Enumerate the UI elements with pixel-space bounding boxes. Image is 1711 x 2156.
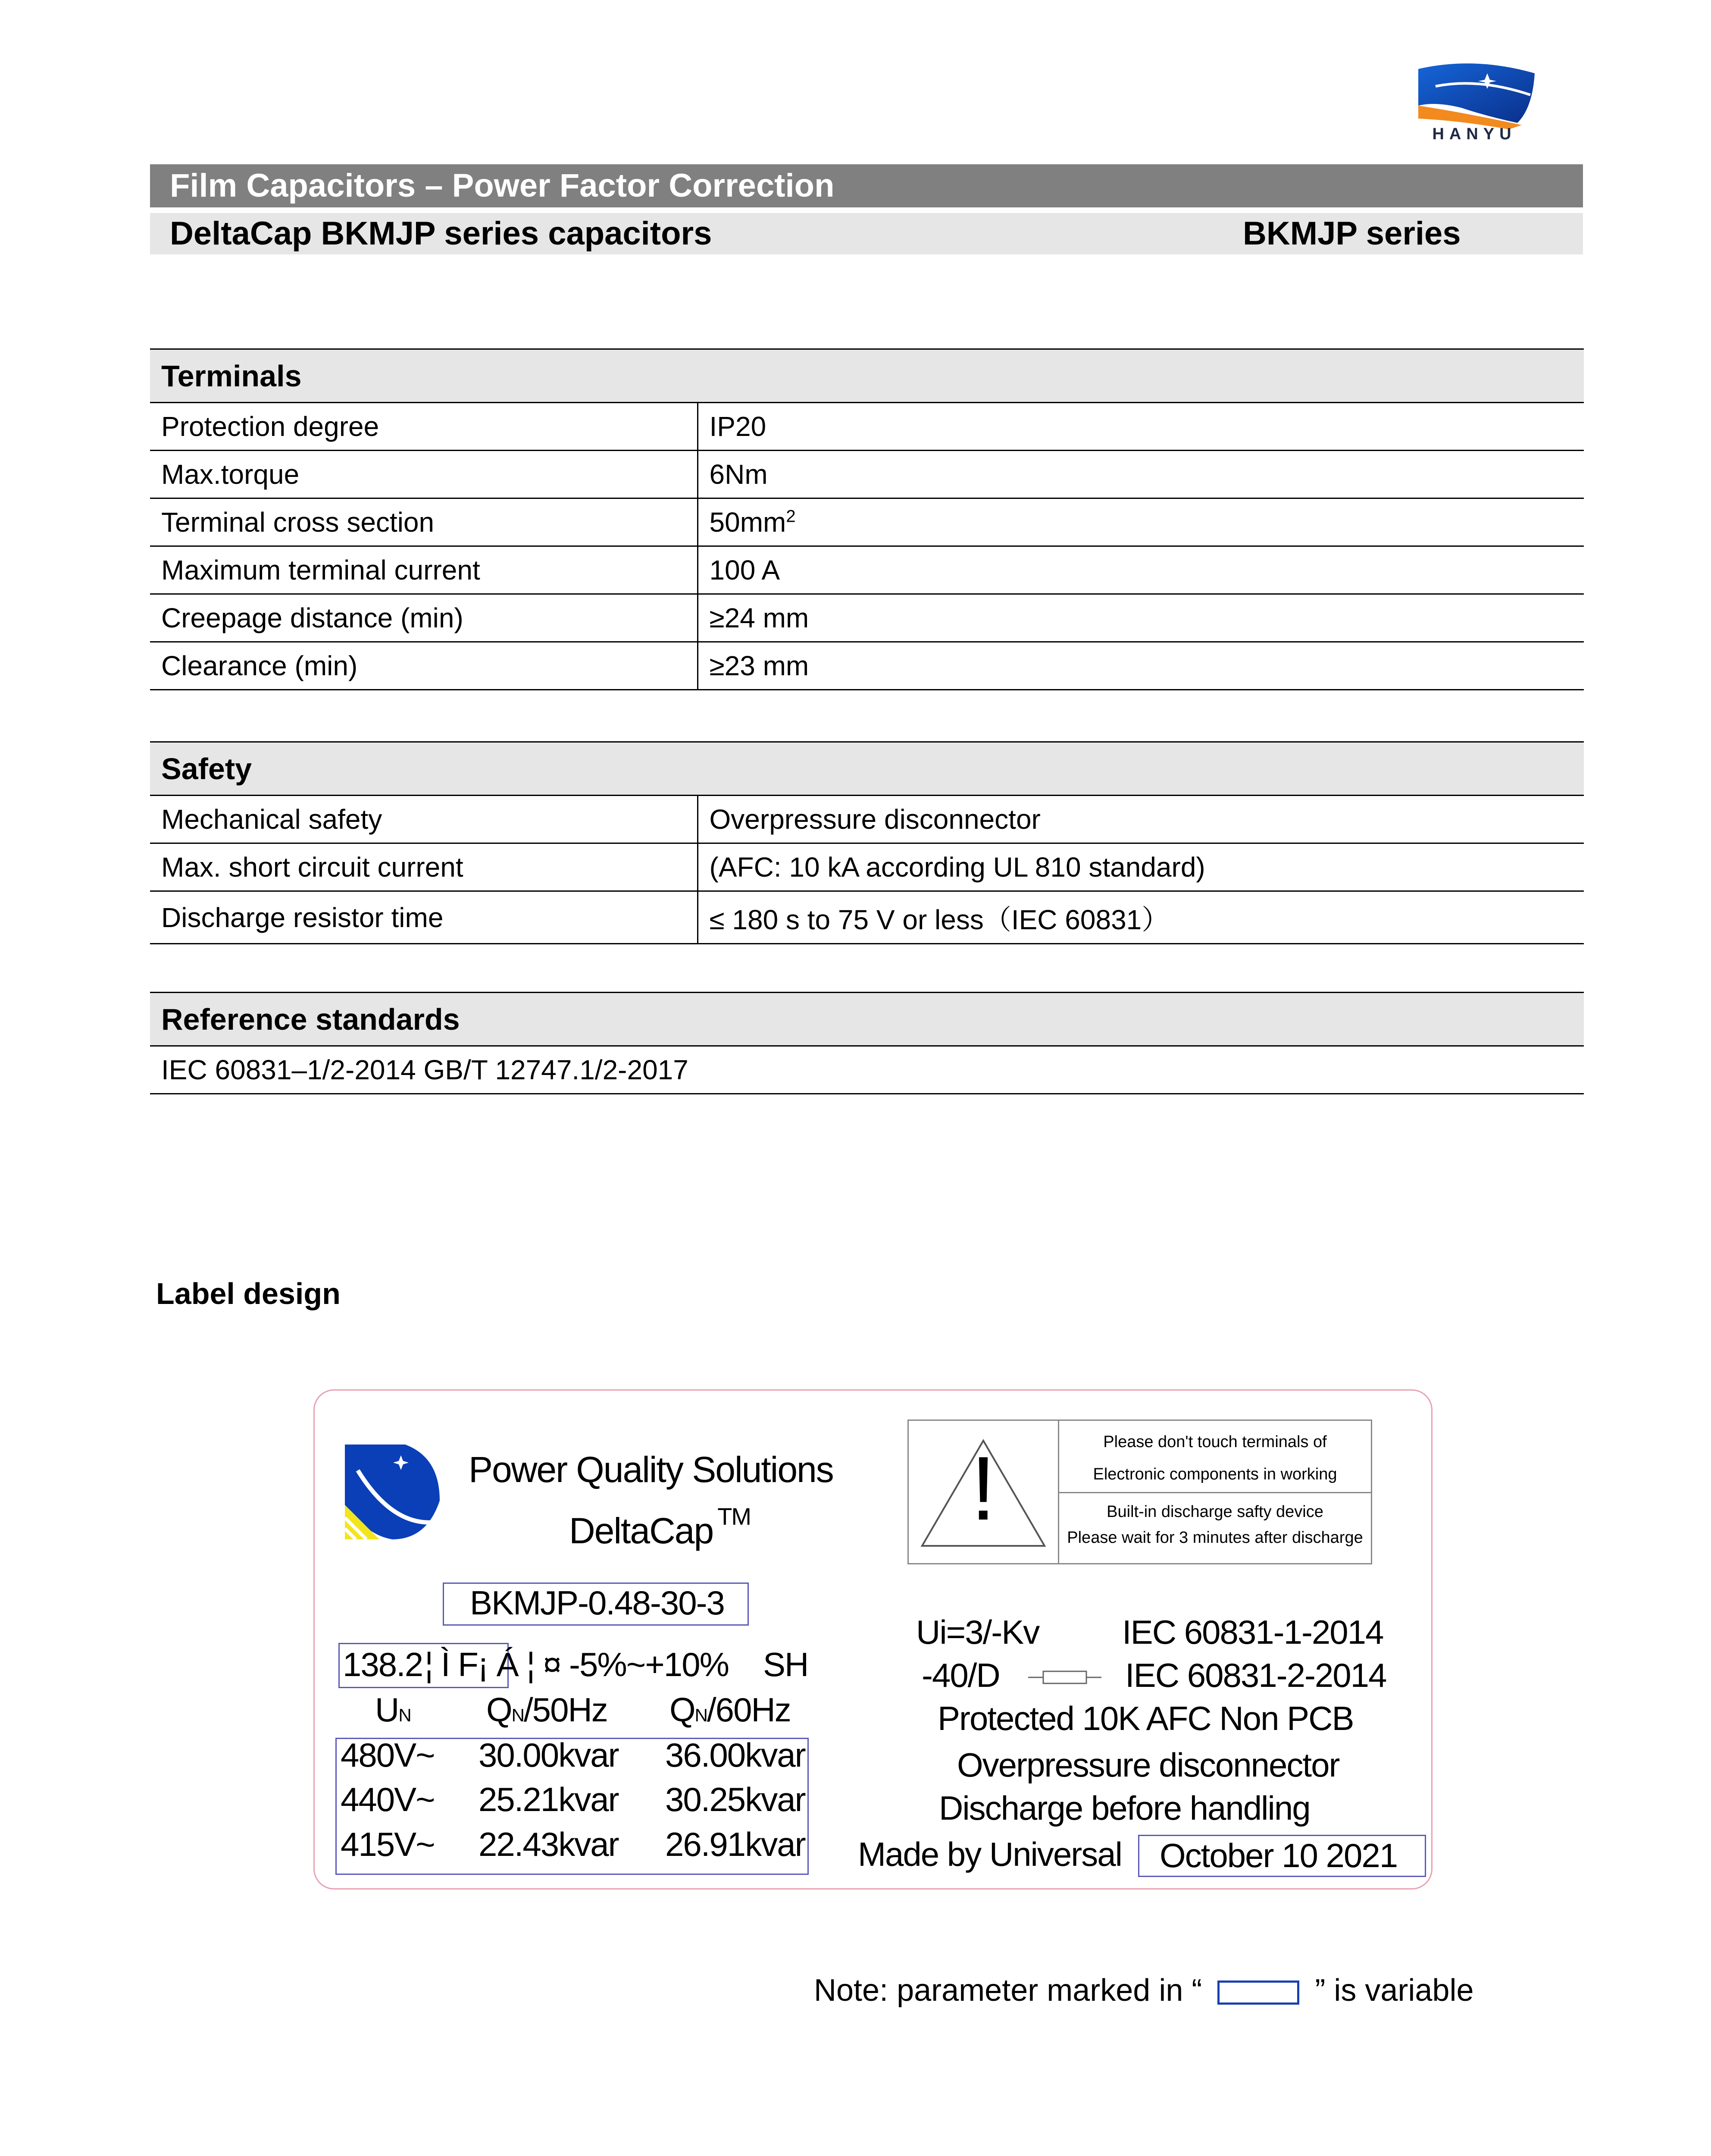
- row-value: (AFC: 10 kA according UL 810 standard): [698, 843, 1584, 891]
- table-row: [150, 451, 1584, 498]
- row-label: Terminal cross section: [150, 498, 698, 546]
- row-label: Maximum terminal current: [150, 546, 698, 594]
- variable-box-sample: [1217, 1981, 1299, 2005]
- row-value: [698, 498, 1584, 546]
- table-row: [150, 498, 1584, 546]
- col-un-sub: N: [398, 1705, 411, 1725]
- label-design-heading: Label design: [156, 1277, 341, 1310]
- row-label: Max.torque: [150, 451, 698, 498]
- warning-symbol-cell: [909, 1421, 1059, 1563]
- rating-q60: 36.00kvar: [665, 1736, 805, 1774]
- row-value: IP20: [698, 403, 1584, 451]
- warning-exclamation: !: [970, 1438, 996, 1539]
- warning-line3: Built-in discharge safty device: [1107, 1503, 1323, 1521]
- table-row: [150, 1046, 1584, 1094]
- row-label: Mechanical safety: [150, 796, 698, 843]
- resistor-icon: [1028, 1669, 1101, 1686]
- table-heading: Safety: [150, 742, 1584, 796]
- column-un: [375, 1690, 411, 1730]
- rating-q50: 30.00kvar: [479, 1736, 619, 1774]
- table-row: [150, 546, 1584, 594]
- table-row: [150, 403, 1584, 451]
- col-q60-suffix: /60Hz: [707, 1691, 791, 1729]
- row-value-text: 50mm: [709, 507, 786, 538]
- deltacap-logo-icon: [341, 1440, 444, 1544]
- rating-q60: 30.25kvar: [665, 1780, 805, 1818]
- capacitance-garbled-unit: ¦ Ì F¡ Á ¦ ¤: [425, 1645, 561, 1683]
- row-label: Protection degree: [150, 403, 698, 451]
- col-q60-sub: N: [694, 1705, 707, 1725]
- sh-code: SH: [763, 1645, 808, 1683]
- table-row: [150, 843, 1584, 891]
- col-un-text: U: [375, 1691, 399, 1729]
- capacitance-value: 138.2: [343, 1645, 423, 1683]
- warning-line4: Please wait for 3 minutes after discharge: [1067, 1529, 1363, 1547]
- column-q50: [486, 1690, 607, 1730]
- brand-name: HANYU: [1432, 125, 1517, 143]
- row-value: Overpressure disconnector: [698, 796, 1584, 843]
- label-brand-line2: [569, 1503, 751, 1552]
- row-value: ≥23 mm: [698, 642, 1584, 690]
- rating-q60: 26.91kvar: [665, 1825, 805, 1863]
- reference-text: IEC 60831–1/2-2014 GB/T 12747.1/2-2017: [150, 1046, 1584, 1094]
- climate-category: -40/D: [922, 1656, 1000, 1694]
- subtitle: DeltaCap BKMJP series capacitors: [170, 215, 712, 252]
- table-row: [150, 594, 1584, 642]
- label-date: October 10 2021: [1160, 1836, 1398, 1874]
- table-heading: Terminals: [150, 349, 1584, 403]
- warning-line2: Electronic components in working: [1093, 1465, 1337, 1483]
- standard-1: IEC 60831-1-2014: [1122, 1613, 1383, 1651]
- warning-box: [907, 1420, 1372, 1564]
- protected-text: Protected 10K AFC Non PCB: [938, 1699, 1354, 1737]
- table-row: [150, 891, 1584, 944]
- subtitle-bar: [150, 213, 1583, 254]
- label-brand-line1: Power Quality Solutions: [469, 1449, 833, 1490]
- column-q60: [669, 1690, 791, 1730]
- row-label: Max. short circuit current: [150, 843, 698, 891]
- note-suffix: ” is variable: [1315, 1973, 1474, 2008]
- discharge-text: Discharge before handling: [939, 1789, 1310, 1827]
- superscript: 2: [786, 507, 796, 526]
- row-value: 100 A: [698, 546, 1584, 594]
- row-value: 6Nm: [698, 451, 1584, 498]
- made-by-text: Made by Universal: [858, 1835, 1122, 1873]
- table-row: [150, 642, 1584, 690]
- page-title: Film Capacitors – Power Factor Correction: [170, 167, 835, 204]
- col-q60-text: Q: [669, 1691, 695, 1729]
- tolerance: -5%~+10%: [569, 1645, 729, 1683]
- trademark: TM: [717, 1503, 751, 1530]
- rating-q50: 25.21kvar: [479, 1780, 619, 1818]
- warning-divider: [1059, 1492, 1371, 1493]
- col-q50-text: Q: [486, 1691, 512, 1729]
- ui-rating: Ui=3/-Kv: [916, 1613, 1039, 1651]
- table-row: [150, 796, 1584, 843]
- rating-u: 415V~: [341, 1825, 435, 1863]
- table-heading: Reference standards: [150, 993, 1584, 1046]
- row-value: ≥24 mm: [698, 594, 1584, 642]
- row-label: Discharge resistor time: [150, 891, 698, 944]
- series-label: BKMJP series: [1243, 215, 1461, 252]
- warning-line1: Please don't touch terminals of: [1103, 1433, 1327, 1451]
- col-q50-sub: N: [511, 1705, 524, 1725]
- label-deltacap: DeltaCap: [569, 1510, 713, 1551]
- standard-2: IEC 60831-2-2014: [1125, 1656, 1386, 1694]
- row-label: Clearance (min): [150, 642, 698, 690]
- col-q50-suffix: /50Hz: [524, 1691, 607, 1729]
- rating-u: 480V~: [341, 1736, 435, 1774]
- rating-q50: 22.43kvar: [479, 1825, 619, 1863]
- overpressure-text: Overpressure disconnector: [957, 1746, 1339, 1784]
- note-prefix: Note: parameter marked in “: [814, 1973, 1202, 2008]
- row-label: Creepage distance (min): [150, 594, 698, 642]
- variable-note: [814, 1973, 1473, 2008]
- rating-u: 440V~: [341, 1780, 435, 1818]
- row-value: ≤ 180 s to 75 V or less（IEC 60831）: [698, 891, 1584, 944]
- section-title-bar: [150, 164, 1583, 207]
- reference-table: [150, 992, 1584, 1094]
- terminals-table: [150, 348, 1584, 690]
- safety-table: [150, 741, 1584, 944]
- model-number: BKMJP-0.48-30-3: [470, 1584, 724, 1622]
